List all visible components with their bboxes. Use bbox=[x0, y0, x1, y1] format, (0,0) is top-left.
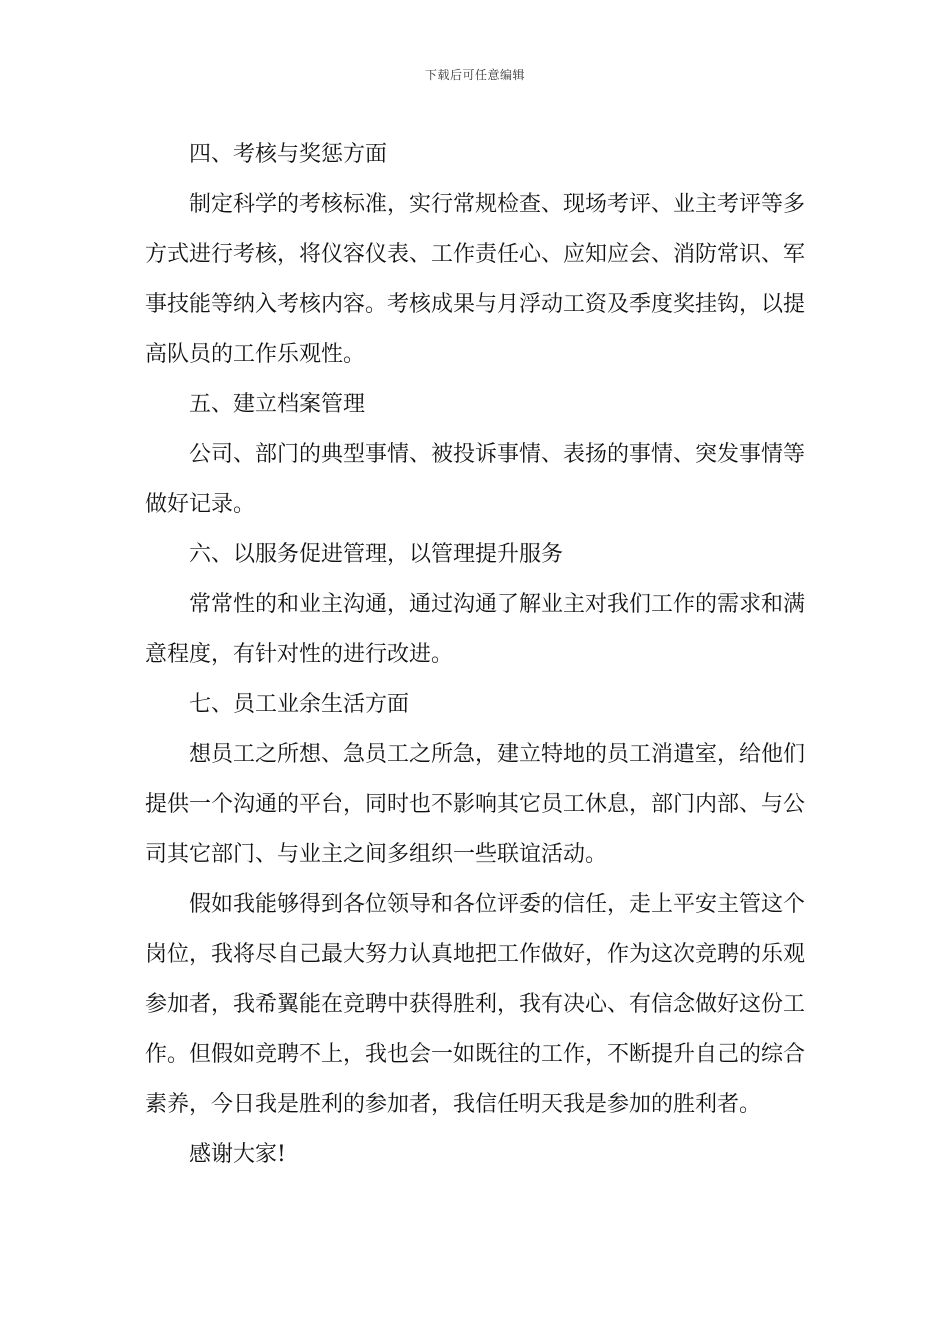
paragraph-thanks: 感谢大家! bbox=[189, 1142, 286, 1167]
section-heading-5: 五、建立档案管理 bbox=[189, 392, 366, 417]
section-heading-7: 七、员工业余生活方面 bbox=[189, 692, 410, 717]
paragraph-service: 常常性的和业主沟通，通过沟通了解业主对我们工作的需求和满意程度，有针对性的进行改进。 bbox=[145, 592, 806, 667]
document-body bbox=[145, 130, 810, 1180]
page-header: 下载后可任意编辑 bbox=[424, 68, 525, 82]
section-heading-6: 六、以服务促进管理，以管理提升服务 bbox=[189, 542, 564, 567]
paragraph-leisure: 想员工之所想、急员工之所急，建立特地的员工消遣室，给他们提供一个沟通的平台，同时也不影响其它员工休息，部门内部、与公司其它部门、与业主之间多组织一些联谊活动。 bbox=[145, 742, 806, 867]
paragraph-assessment: 制定科学的考核标准，实行常规检查、现场考评、业主考评等多方式进行考核，将仪容仪表、工作责任心、应知应会、消防常识、军事技能等纳入考核内容。考核成果与月浮动工资及季度奖挂钩，以提高队员的工作乐观性。 bbox=[145, 192, 806, 367]
section-heading-4: 四、考核与奖惩方面 bbox=[189, 142, 388, 167]
paragraph-archive: 公司、部门的典型事情、被投诉事情、表扬的事情、突发事情等做好记录。 bbox=[145, 442, 806, 517]
paragraph-closing-statement: 假如我能够得到各位领导和各位评委的信任，走上平安主管这个岗位，我将尽自己最大努力认真地把工作做好，作为这次竞聘的乐观参加者，我希翼能在竞聘中获得胜利，我有决心、有信念做好这份工作。但假如竞聘不上，我也会一如既往的工作，不断提升自己的综合素养，今日我是胜利的参加者，我信任明天我是参加的胜利者。 bbox=[145, 892, 806, 1117]
